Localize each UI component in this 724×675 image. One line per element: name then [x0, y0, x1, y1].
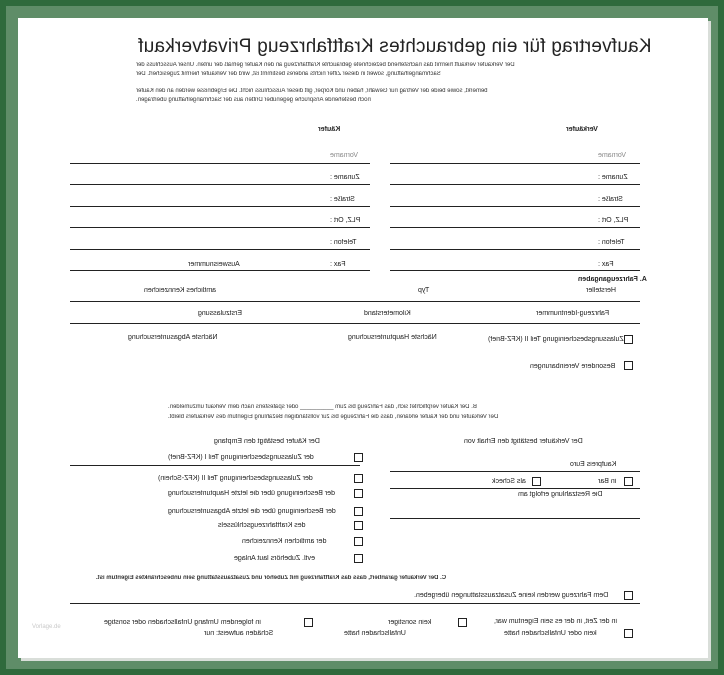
- buyer-confirms-title: Der Käufer bestätigt den Empfang: [214, 438, 320, 445]
- buyer-lastname-label: Zuname :: [330, 174, 360, 181]
- payment-cash-checkbox[interactable]: [624, 477, 633, 486]
- vehicle-next-emission-label: Nächste Abgasuntersuchung: [128, 334, 218, 341]
- receipt-kfz-brief-checkbox[interactable]: [354, 453, 363, 462]
- seller-street-label: Straße :: [598, 196, 623, 203]
- special-agreements-label: Besondere Vereinbarungen: [530, 363, 616, 370]
- seller-confirms-title: Der Verkäufer bestätigt den Erhalt von: [464, 438, 583, 445]
- seller-city-line[interactable]: [390, 227, 640, 228]
- intro-line-3: bemerkt, sowie beide der Vertrag nur Gewähr, haben und Körper, gilt dieser Ausschluss nicht. Die Ergebnisse werden an den Käufer: [136, 88, 488, 94]
- buyer-firstname-label: Vorname: [330, 152, 359, 159]
- intro-line-2: Sachmängelhaftung, soweit in dieser Ziffer nichts anderes bestimmt ist, wird der Verkäufer hiermit zugesichert. Der: [136, 71, 441, 77]
- vehicle-next-inspection-label: Nächste Hauptuntersuchung: [348, 334, 437, 341]
- damage-extent-checkbox[interactable]: [304, 618, 313, 627]
- buyer-lastname-line[interactable]: [70, 184, 370, 185]
- vehicle-registration-label: Erstzulassung: [198, 310, 242, 317]
- vehicle-vin-label: Fahrzeug-Identnummer: [536, 310, 610, 317]
- receipt-au-checkbox[interactable]: [354, 507, 363, 516]
- no-damage-checkbox[interactable]: [624, 629, 633, 638]
- no-accessories-label: Dem Fahrzeug werden keine Zusatzausstattungen übergeben.: [414, 592, 609, 599]
- vehicle-mileage-label: Kilometerstand: [364, 310, 411, 317]
- kfz-brief-label: Zulassungsbescheinigung Teil II (KFZ-Brief): [488, 336, 624, 343]
- buyer-phone-label: Telefon :: [330, 239, 357, 246]
- seller-phone-line[interactable]: [390, 249, 640, 250]
- buyer-city-line[interactable]: [70, 227, 370, 228]
- document-page: [18, 18, 708, 658]
- seller-heading: Verkäufer: [566, 126, 598, 133]
- buyer-street-label: Straße :: [330, 196, 355, 203]
- section-b-line-1: B. Der Käufer verpflichtet sich, das Fahrzeug bis zum __________ oder spätestens nach dem Verkauf umzumelden.: [168, 404, 477, 410]
- remaining-payment-line[interactable]: [390, 518, 640, 519]
- section-b-line-2: Der Verkäufer und der Käufer erklären, dass die Fahrzeuge bis zur vollständigen Bezahlung Eigentum des Verkäufers bleibt.: [168, 414, 499, 420]
- vehicle-manufacturer-label: Hersteller: [586, 287, 616, 294]
- bottom-left-line-1: in folgendem Umfang Unfallschaden oder sonstige: [104, 619, 261, 626]
- receipt-kfz-schein-label: der Zulassungsbescheinigung Teil II (KFZ-Schein): [158, 475, 313, 482]
- section-c-line-rule: [70, 603, 640, 604]
- buyer-fax-line[interactable]: [70, 270, 370, 271]
- buyer-city-label: PLZ, Ort :: [330, 217, 361, 224]
- bottom-right-line-1: in der Zeit, in der es sein Eigentum war,: [494, 618, 617, 625]
- price-label: Kaufpreis Euro: [570, 461, 617, 468]
- receipt-accessories-checkbox[interactable]: [354, 554, 363, 563]
- receipt-keys-label: des Kraftfahrzeugschlüssels: [218, 522, 306, 529]
- remaining-payment-label: Die Restzahlung erfolgt am: [518, 491, 603, 498]
- buyer-id-label: Ausweisnummer: [188, 261, 240, 268]
- bottom-right-line-2: kein oder Unfallschaden hatte: [504, 630, 597, 637]
- vehicle-heading: A. Fahrzeugangaben: [578, 276, 647, 283]
- kfz-brief-checkbox[interactable]: [624, 335, 633, 344]
- price-line[interactable]: [390, 471, 640, 472]
- receipt-au-label: der Bescheinigung über die letzte Abgasuntersuchung: [168, 508, 336, 515]
- buyer-phone-line[interactable]: [70, 249, 370, 250]
- receipt-hu-label: der Bescheinigung über die letzte Hauptuntersuchung: [168, 490, 335, 497]
- special-agreements-checkbox[interactable]: [624, 361, 633, 370]
- payment-method-line: [390, 488, 640, 489]
- buyer-fax-label: Fax :: [330, 261, 346, 268]
- receipt-plates-label: der amtlichen Kennzeichen: [242, 538, 327, 545]
- bottom-left-line-2: Schäden aufweist: nur: [204, 630, 274, 637]
- seller-fax-label: Fax :: [598, 261, 614, 268]
- receipt-kfz-brief-label: der Zulassungsbescheinigung Teil I (KFZ-Brief): [168, 454, 314, 461]
- receipt-row-1-line: [70, 465, 360, 466]
- no-accessories-checkbox[interactable]: [624, 591, 633, 600]
- buyer-firstname-line[interactable]: [70, 163, 370, 164]
- intro-line-4: noch bestehende Ansprüche gegenüber Dritten aus der Sachmängelhaftung übertragen.: [136, 97, 371, 103]
- buyer-street-line[interactable]: [70, 206, 370, 207]
- vehicle-row-1-line[interactable]: [70, 301, 640, 302]
- no-other-damage-checkbox[interactable]: [458, 618, 467, 627]
- document-title: Kaufvertrag für ein gebrauchtes Kraftfahrzeug Privatverkauf: [138, 36, 652, 57]
- bottom-middle-line-1: kein sonstiger: [388, 619, 432, 626]
- seller-street-line[interactable]: [390, 206, 640, 207]
- receipt-hu-checkbox[interactable]: [354, 489, 363, 498]
- seller-phone-label: Telefon :: [598, 239, 625, 246]
- receipt-keys-checkbox[interactable]: [354, 521, 363, 530]
- watermark: Vorlage.de: [32, 624, 61, 630]
- receipt-kfz-schein-checkbox[interactable]: [354, 474, 363, 483]
- vehicle-row-2-line[interactable]: [70, 323, 640, 324]
- seller-lastname-line[interactable]: [390, 184, 640, 185]
- seller-city-label: PLZ, Ort :: [598, 217, 629, 224]
- seller-firstname-label: Vorname: [598, 152, 627, 159]
- payment-cash-label: in Bar: [598, 478, 617, 485]
- seller-lastname-label: Zuname :: [598, 174, 628, 181]
- section-c-line: C. Der Verkäufer garantiert, dass das Kraftfahrzeug mit Zubehör und Zusatzausstattung sein unbeschränktes Eigentum ist.: [96, 575, 447, 581]
- seller-firstname-line[interactable]: [390, 163, 640, 164]
- vehicle-type-label: Typ: [418, 287, 430, 294]
- seller-fax-line[interactable]: [390, 270, 640, 271]
- payment-cheque-label: als Scheck: [492, 478, 526, 485]
- intro-line-1: Der Verkäufer verkauft hiermit das nachstehend bezeichnete gebrauchte Kraftfahrzeug an den Käufer gemäß der unten. Unser Ausschluss der: [136, 62, 515, 68]
- vehicle-plate-label: amtliches Kennzeichen: [144, 287, 216, 294]
- payment-cheque-checkbox[interactable]: [532, 477, 541, 486]
- bottom-middle-line-2: Unfallschaden hatte: [344, 630, 406, 637]
- receipt-plates-checkbox[interactable]: [354, 537, 363, 546]
- buyer-heading: Käufer: [318, 126, 341, 133]
- receipt-accessories-label: evtl. Zubehörs laut Anlage: [234, 555, 315, 562]
